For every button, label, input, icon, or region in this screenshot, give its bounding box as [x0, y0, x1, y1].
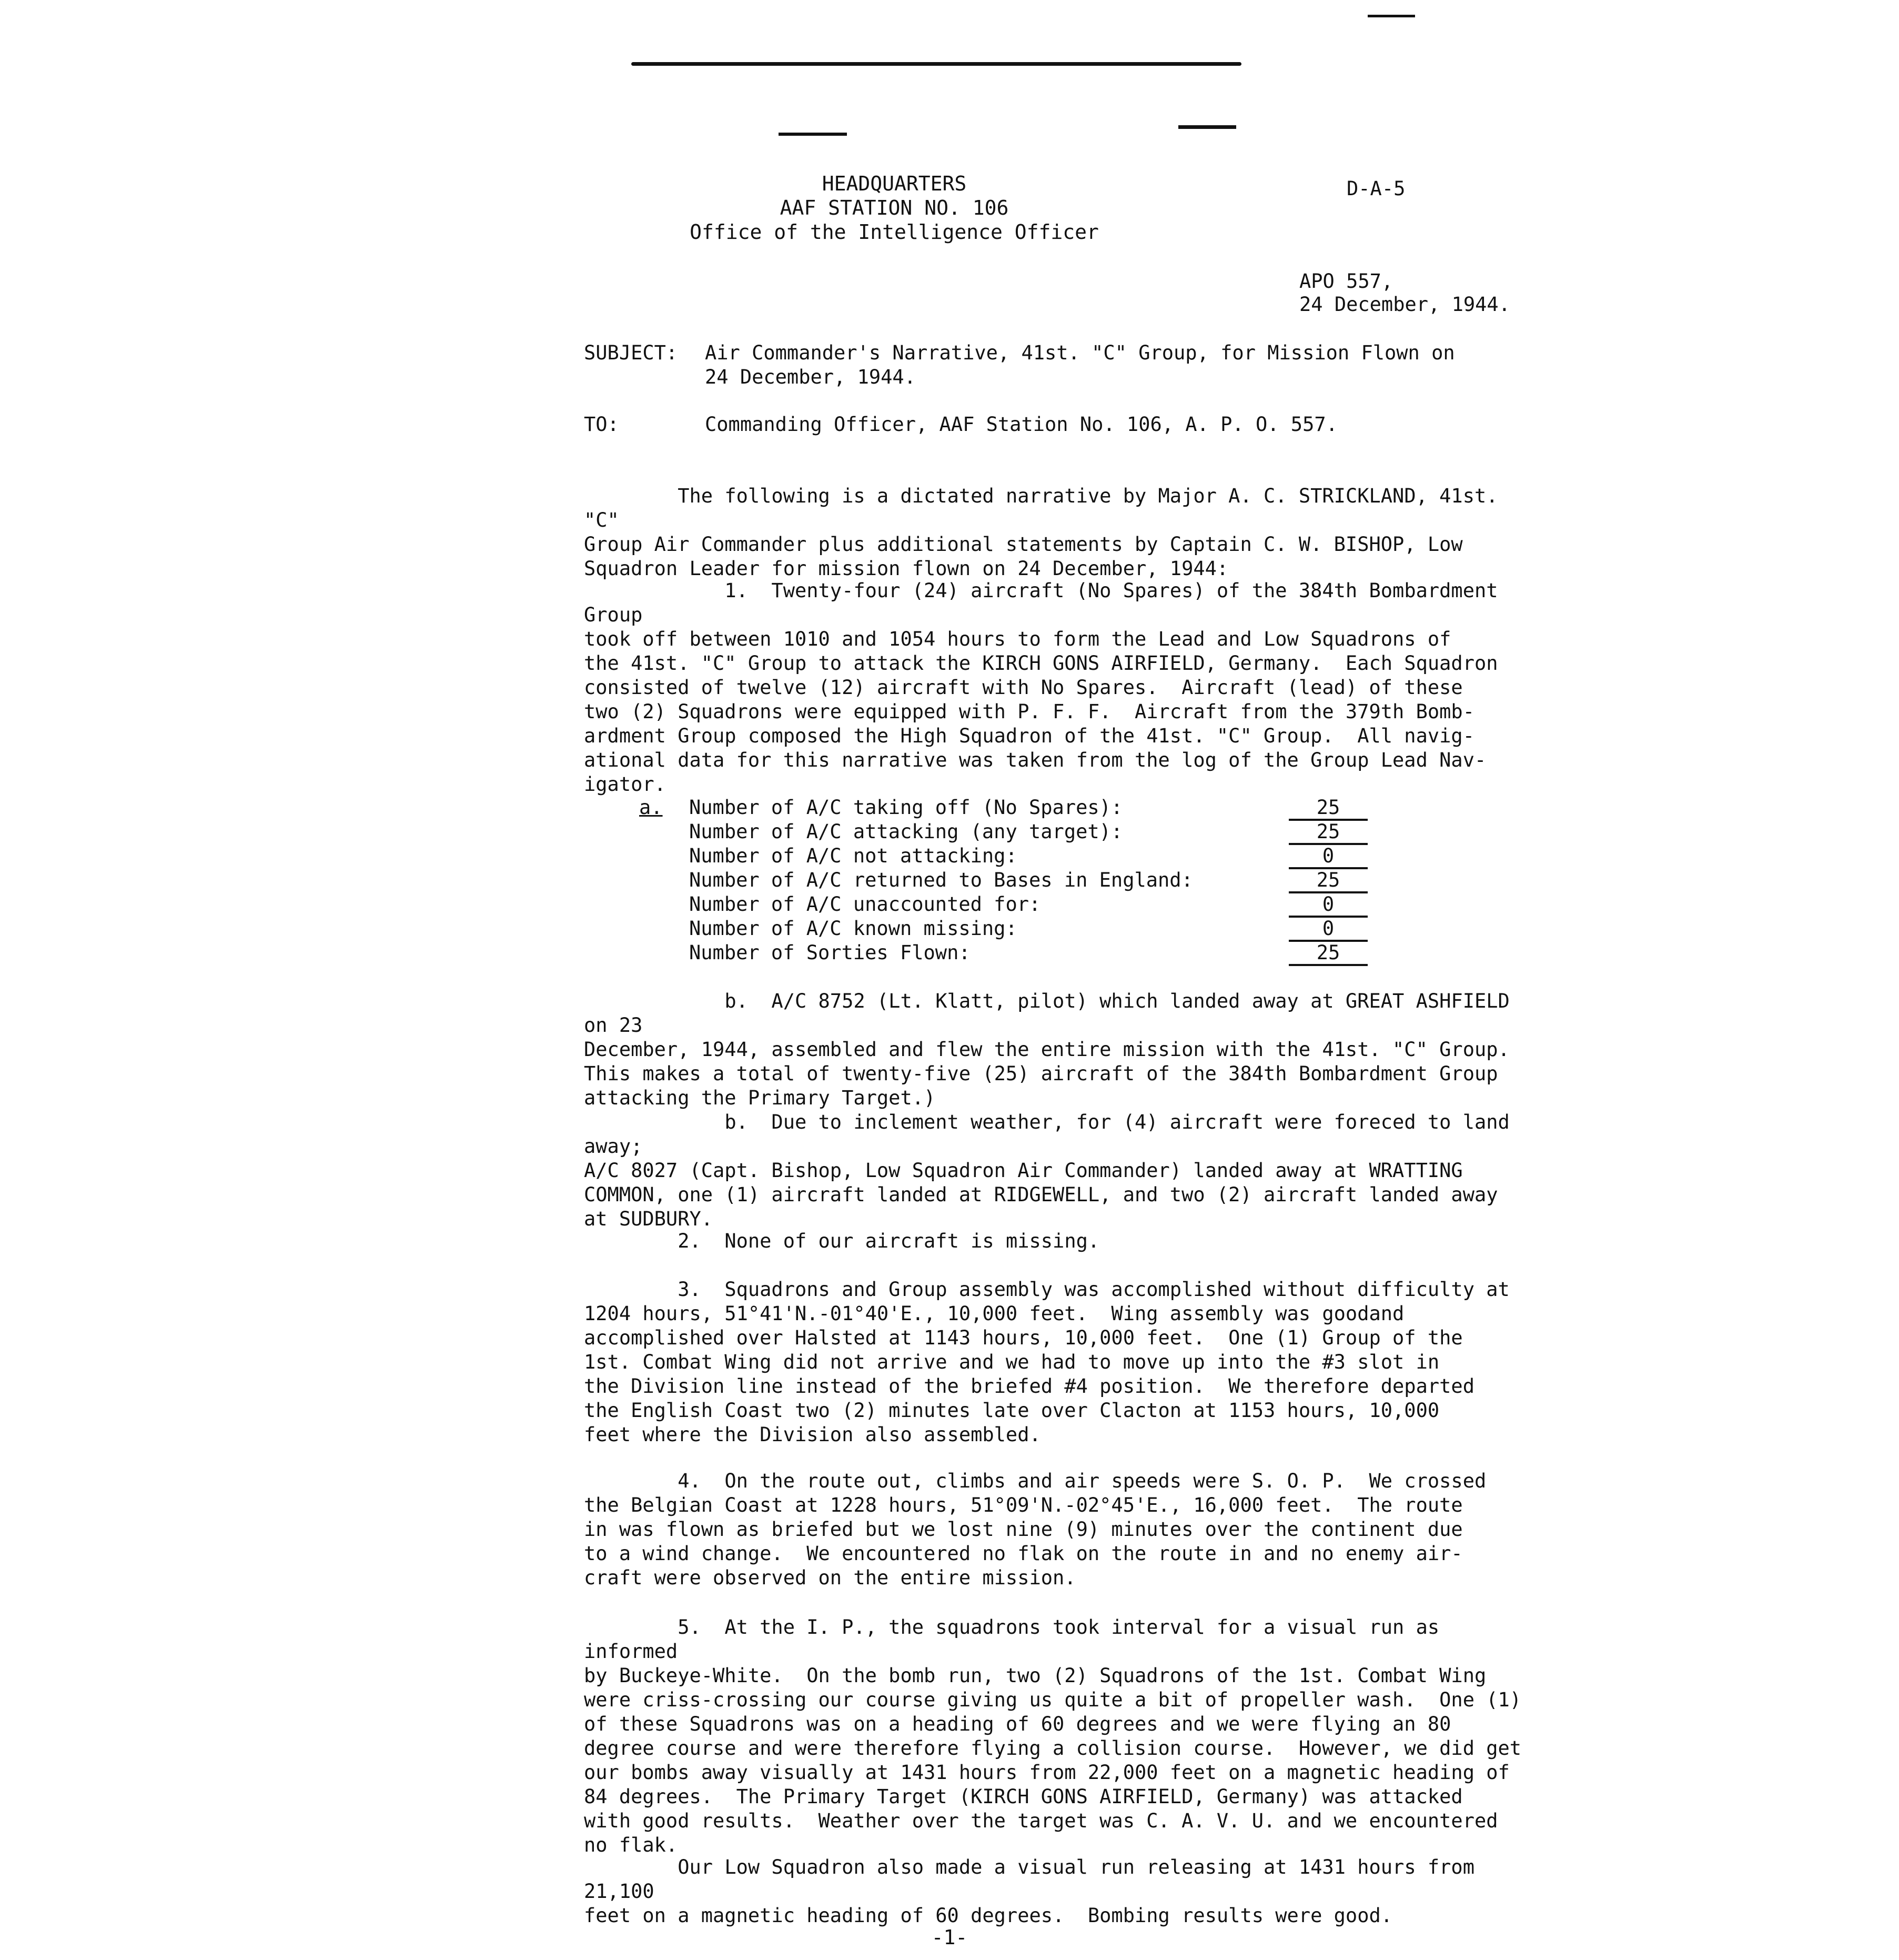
- stats-row-rule: [1289, 964, 1368, 966]
- scan-mark-top-rule: [631, 62, 1241, 66]
- paragraph-b-second: b. Due to inclement weather, for (4) aircraft were foreced to land away; A/C 8027 (Capt. Bishop, Low Squadron Air Commander) landed away at WRATTING COMMON, one (1) aircraft landed at RIDGEWELL, and two (2) aircraft landed away at SUDBURY.: [584, 1111, 1510, 1230]
- stats-row-value: 25: [1316, 869, 1340, 891]
- stats-row-value: 25: [1316, 941, 1340, 964]
- to-recipient: Commanding Officer, AAF Station No. 106, A. P. O. 557.: [705, 413, 1338, 436]
- stats-row: [689, 820, 1373, 844]
- stats-row: [689, 917, 1373, 941]
- subject-line-2: 24 December, 1944.: [705, 366, 916, 388]
- stats-row: [689, 892, 1373, 917]
- paragraph-5: 5. At the I. P., the squadrons took interval for a visual run as informed by Buckeye-White. On the bomb run, two (2) Squadrons of the 1st. Combat Wing were criss-crossing our course giving us quite a bit of propeller wash. One (1) of these Squadrons was on a heading of 60 degrees and we were flying an 80 degree course and were therefore flying a collision course. However, we did get our bombs away visually at 1431 hours from 22,000 feet on a magnetic heading of 84 degrees. The Primary Target (KIRCH GONS AIRFIELD, Germany) was attacked with good results. Weather over the target was C. A. V. U. and we encountered no flak.: [584, 1616, 1522, 1856]
- stats-row-value: 0: [1322, 917, 1335, 940]
- letterhead-line-2: AAF STATION NO. 106: [780, 196, 1009, 219]
- stats-row-label: Number of A/C not attacking:: [689, 845, 1017, 867]
- to-label: TO:: [584, 413, 619, 436]
- paragraph-b-first: b. A/C 8752 (Lt. Klatt, pilot) which landed away at GREAT ASHFIELD on 23 December, 1944, assembled and flew the entire mission with the 41st. "C" Group. This makes a total of twenty-five (25) aircraft of the 384th Bombardment Group attacking the Primary Target.): [584, 990, 1510, 1109]
- stats-row-value: 0: [1322, 893, 1335, 916]
- scan-mark-top-right: [1368, 15, 1415, 17]
- document-code: D-A-5: [1347, 177, 1406, 200]
- stats-row-label: Number of A/C attacking (any target):: [689, 820, 1123, 843]
- stats-marker: a.: [639, 796, 663, 819]
- paragraph-6: Our Low Squadron also made a visual run releasing at 1431 hours from 21,100 feet on a magnetic heading of 60 degrees. Bombing results were good.: [584, 1856, 1474, 1927]
- stats-row: [689, 844, 1373, 868]
- subject-line-1: Air Commander's Narrative, 41st. "C" Group, for Mission Flown on: [705, 341, 1455, 364]
- apo-number: APO 557,: [1299, 270, 1393, 293]
- stats-row-label: Number of A/C unaccounted for:: [689, 893, 1041, 916]
- letterhead-line-1: HEADQUARTERS: [822, 172, 967, 195]
- stats-row-label: Number of A/C known missing:: [689, 917, 1017, 940]
- stats-row: [689, 941, 1373, 965]
- stats-row: [689, 796, 1373, 820]
- paragraph-1: 1. Twenty-four (24) aircraft (No Spares) of the 384th Bombardment Group took off between 1010 and 1054 hours to form the Lead and Low Squadrons of the 41st. "C" Group to attack the KIRCH GONS AIRFIELD, Germany. Each Squadron consisted of twelve (12) aircraft with No Spares. Aircraft (lead) of these two (2) Squadrons were equipped with P. F. F. Aircraft from the 379th Bomb- ardment Group composed the High Squadron of the 41st. "C" Group. All navig- ational data for this narrative was taken from the log of the Group Lead Nav- igator.: [584, 579, 1498, 796]
- paragraph-4: 4. On the route out, climbs and air speeds were S. O. P. We crossed the Belgian Coast at 1228 hours, 51°09'N.-02°45'E., 16,000 feet. The route in was flown as briefed but we lost nine (9) minutes over the continent due to a wind change. We encountered no flak on the route in and no enemy air- craft were observed on the entire mission.: [584, 1470, 1487, 1589]
- stats-row-value: 25: [1316, 820, 1340, 843]
- stats-row-value: 25: [1316, 796, 1340, 819]
- stats-row-label: Number of A/C taking off (No Spares):: [689, 796, 1123, 819]
- stats-row-value: 0: [1322, 845, 1335, 867]
- paragraph-2: 2. None of our aircraft is missing.: [584, 1230, 1100, 1252]
- intro-paragraph: The following is a dictated narrative by Major A. C. STRICKLAND, 41st. "C" Group Air Commander plus additional statements by Captain C. W. BISHOP, Low Squadron Leader for mission flown on 24 December, 1944:: [584, 485, 1498, 580]
- subject-label: SUBJECT:: [584, 341, 678, 364]
- document-date: 24 December, 1944.: [1299, 293, 1510, 316]
- scan-mark-dash-right: [1178, 125, 1236, 129]
- page-number: -1-: [931, 1926, 968, 1949]
- stats-row: [689, 868, 1373, 892]
- stats-row-label: Number of A/C returned to Bases in England:: [689, 869, 1193, 891]
- scan-mark-dash-left: [779, 133, 847, 136]
- stats-row-label: Number of Sorties Flown:: [689, 941, 971, 964]
- paragraph-3: 3. Squadrons and Group assembly was accomplished without difficulty at 1204 hours, 51°41'N.-01°40'E., 10,000 feet. Wing assembly was goodand accomplished over Halsted at 1143 hours, 10,000 feet. One (1) Group of the 1st. Combat Wing did not arrive and we had to move up into the #3 slot in the Division line instead of the briefed #4 position. We therefore departed the English Coast two (2) minutes late over Clacton at 1153 hours, 10,000 feet where the Division also assembled.: [584, 1278, 1510, 1446]
- letterhead-line-3: Office of the Intelligence Officer: [690, 220, 1099, 244]
